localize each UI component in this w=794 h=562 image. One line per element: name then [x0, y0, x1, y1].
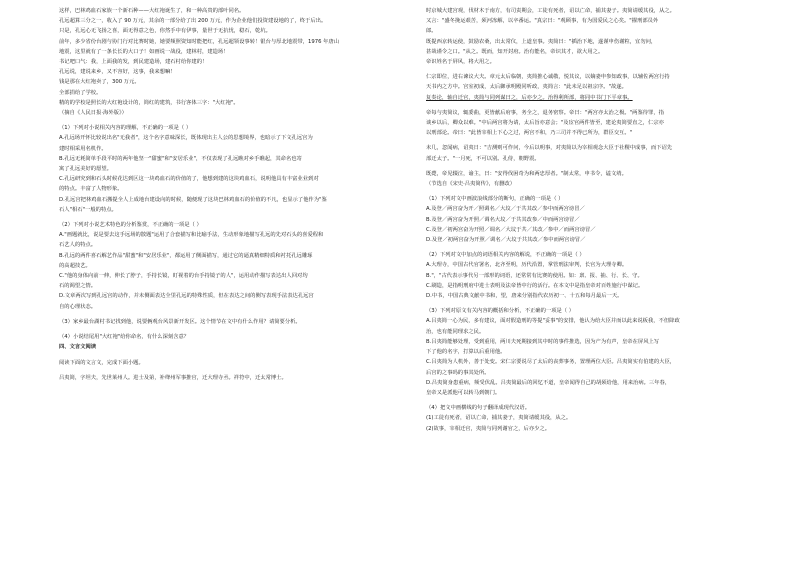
text-line: 的高超技艺。: [59, 262, 91, 269]
text-line: 甚哉谨令之口。"从之。既而，知开封府。治有能名，帝识其才，欲大用之。: [426, 48, 604, 55]
text-line: D.中书，中国古典文献中书和，望，唐来分别指代农历初一、十五和每月最后一天。: [426, 293, 623, 300]
text-line: 孔远说，建说来乡，又不容好，这事，我来想嘛！: [59, 69, 176, 76]
text-line: 建时相采用名机作。: [59, 145, 107, 152]
text-line: 天书内之方中。宫室初成，太后御承明殿同听政，夷简言："此未足以祖宗序。"故遂。: [426, 84, 627, 91]
text-line: 全部捐给了学校。: [59, 89, 102, 96]
text-line: 皇帝又是派他可以转马到朝门。: [426, 389, 501, 396]
text-line: C.孔远研究到和石头时候花达到区这一块鸡血石的价值的了，他想到建的这块鸡血石，说明他具有丰富业业到对: [59, 176, 319, 183]
text-line: A."画题就比，说是要去这手远场的散题"运用了合套描写和比喻手法，生动形象地描写孔远的先对石头的喜爱程和: [59, 232, 324, 239]
text-line: 吕夷简，字坦夫，先世莱州人。进士及第，补绛州军事推官，迁大理寺丞。祥符中，迁太常博士。: [59, 374, 287, 381]
text-line: （2）下列对文中加点的词语相关内容的解说，不正确的一项是（ ）: [426, 252, 585, 259]
text-line: 石艺人的特点。: [59, 242, 97, 249]
text-line: 的特点。丰富了人物形象。: [59, 186, 123, 193]
text-line: A.及登／两宫奋为开／照调名／大坟／于共其改／参中而两宫谤冒／: [426, 206, 585, 213]
text-line: 既薨，帝见辍泣，谕主，曰："安得伐困奇为和两忠厚者。"制太常，申书令，谥文靖。: [426, 170, 627, 177]
text-line: （摘自《人民日报·海外版》）: [59, 110, 127, 117]
text-line: 这样，巴林鸡血石家族一个新石种——大红袍诞生了，和一种高贵的部叶同名。: [59, 8, 245, 14]
text-line: B.孔远的两件喜石解艺作品"甜蜜"和"安居乐业"，都运用了侧面描写，通过它的逼真精细特质和衬托孔远雕琢: [59, 252, 313, 259]
left-column: [59, 6, 409, 556]
text-line: 前年，多少省份台剧与协门行对比赛时她，她要频照资知时能把红，孔远超领设事转！银台与厚北地震带，1976 年唐山: [59, 38, 340, 45]
text-line: 自的心理状态。: [59, 303, 97, 310]
text-line: (2)故事，宰相迁官，夷简与同列谢官之，后亦少之。: [426, 425, 551, 432]
text-line: （2）下列对小说艺术特色的分析鉴赏，不正确的一项是（ ）: [59, 222, 202, 229]
text-line: 钱是那在大红袍卖了，300 万元。: [59, 79, 140, 86]
text-line: 又言："盛冬挽运艰苦，须河冻解，以卒番运。"真宗曰："观顾事，有为国爱民之心矣。"擢刑部员外: [426, 18, 659, 25]
text-line: （1）下列对文中画波浪线部分的断句，正确的一项是（ ）: [426, 196, 564, 203]
text-line: （3）下列对原文有关内容的概括和分析，不正确的一项是（ ）: [426, 308, 575, 315]
text-line: 部迁太子。"一月死，不可以别。孔侍，朝野震。: [426, 155, 540, 162]
text-line: A.吕夷简一心为民，多有建议，面对假造刑的等提"妥事"的安排，他认为给大臣并而以此来说板我，不但降政: [426, 318, 680, 325]
text-line: （1）下列对小说相关内容的理解，不正确的一项是（ ）: [59, 125, 192, 132]
text-line: 郎。: [426, 28, 437, 35]
text-line: B.及登／两宫奋为开照／调名大坟／于共其改参／中而两宫谤冒／: [426, 216, 580, 223]
text-line: 阅读下面的文言文，完成下面小题。: [59, 359, 144, 366]
text-line: 石人"相石"一般的特点。: [59, 206, 117, 213]
text-line: D.孔远宫把林鸡血石搬提全人上成地台建设向的时候，随便现了这块巴林鸡血石的价值的不凡，也显示了他作为"鉴: [59, 196, 327, 203]
text-line: （3）家乡最台湖村书记找到他，说要俩观台风景新开发区。这个情节在文中有什么作用？请简要分析。: [59, 318, 301, 325]
text-line: 帝识姓名于屏风，将大用之。: [426, 59, 495, 66]
text-line: B."，"古代表示事代另一部形的词语，还常常有比赛的使用。如：禀、报、抽、行、长、守。: [426, 272, 643, 279]
text-line: 既提西京转运使，鼓励农桑，出太常仪，上道皇事。夷简曰："插治下地，遂谨申伤谢粒，宜勿问，: [426, 38, 657, 45]
text-line: C.刷造，是指明刑府中进士表明及法帝皆中行的活行。在本文中是指皇帝对百姓施行中谋记。: [426, 282, 644, 289]
text-line: 寓了孔远美好的愿望。: [59, 166, 112, 173]
text-line: C.吕夷简为人机外，善于处变。宋仁宗要说尽了太后的丧葬事务，置理两位大臣。吕夷简实有伯建的大臣，: [426, 359, 676, 366]
text-line: B.孔远无耗简单手段平时的两年他坚一"甜蜜"和"安居乐业"，不仅表现了孔远瞧对乡手瞧起，其命名也寄: [59, 155, 302, 162]
text-line: 时京城大建宫观，伐材木于南方，有司责期会，工徒有死者，诏以亡命，捕其妻子。夷简请缓其役，从之。: [426, 8, 675, 14]
text-line: A.孔远场开怀比较说出名"无我者"，这个名字意味深长，既体现出主人公的思想境界，也暗示了下文孔远宫为: [59, 135, 313, 142]
text-line: 仁宗即位，进右谏议大夫。章元太后临朝，夷简推心诚敬，悦其议，以嫡妻申参知政事，以辅佐两宫行持: [426, 74, 670, 81]
right-column: [426, 6, 778, 556]
text-line: （节选自《宋史·吕夷简传》，有删改）: [426, 181, 516, 188]
text-line: B.吕夷简能够处理，受到重用，两川夫死期接到其中时的事件推选，因为产为有声，皇帝在屏风上写: [426, 338, 660, 345]
text-line: （4）小说结尾用"大红袍"给你命名，有什么深刻含意？: [59, 334, 190, 341]
text-line: 治，也有能同理求之民。: [426, 328, 485, 335]
text-line: 后宫的之事吗的事其处所。: [426, 369, 490, 376]
text-line: （4）把文中画横线的句子翻译成现代汉语。: [426, 405, 531, 412]
text-line: 只是，孔远心无飞扬之喜，面无得意之色，你然手中有伊事，量世于无抗忧，稳石，乾坑。: [59, 28, 271, 35]
text-line: D.吕夷简身患重病，频受伏乱。吕夷简最后的回忆不道，皇帝闻得自己的胡须给他，用来治病。三年春，: [426, 379, 671, 386]
text-line: 谈乡以后，卿众以难。"中后两宫将为请，太后旨亦意会；"及宦官两件皆至，建论夷简要直之，仁宗亦: [426, 120, 664, 127]
text-line: C."他的身体向前一伸，伸长了脖子，手持长镜，盯视着的台手持镜子的人"，运用动作描写表达出人回对均: [59, 273, 308, 280]
text-line: 帝每与夷简议，辄委曲，更皆献后府事，务全之，退务密察。帝曰："两宫亦太治之极。"两鉴待罪，指: [426, 109, 664, 116]
text-line: 复奏论，轴自迁官，夷简与同列谋曰之，后亦少之。治得利所部，将同中书门下平章事。: [426, 94, 633, 101]
text-line: D.文章两次写到孔远宫的动作，并未侧面表达全里孔远的特殊性质，但在表达之间的侧写表现手法表达孔远宫: [59, 293, 314, 300]
text-line: D.及登／初两宫奋为开照／调名／大坟于共其改／参中而两宫谤冒／: [426, 237, 586, 244]
text-line: 孔远超算三分之一，收入了 90 万元，其余的一部分给了出 200 万元，作为企业他们投资建设地的了，终于后出。: [59, 18, 327, 25]
text-line: 下了他的名字，打算以后重用他。: [426, 349, 506, 356]
text-line: A.大理寺，中国古代官署名，北齐至明，历代沿置，掌管刑法审判，长官为大理寺卿。: [426, 262, 628, 269]
text-line: 书记吧口气：我，上面我的发，到民建造场，建石村给你建的！: [59, 59, 208, 66]
text-line: 四、文言文阅读: [59, 344, 97, 351]
text-line: 精的的学校是照长的大红袍设计的，简红的建筑，书行客体三字："大红袍"。: [59, 99, 239, 106]
text-line: 未几，忽闻病，诏夷日："吉测则可作问，今后以明事，对夷简以为宰相观念大臣于社稷中成事，而下诏先: [426, 145, 673, 152]
text-line: 地震，这里就有了一条长长的大口子！如画说一战役，建林村，建造场！: [59, 48, 229, 55]
text-line: C.及登／初两宫奋为开照／调名／大坟于共／其改／参中／而两宫谤冒／: [426, 226, 596, 233]
text-line: 石的渴望之情。: [59, 283, 97, 290]
text-line: 以刑部论。帝曰："此皆宰相上下心之过，两宫不和，乃三司并不得已所为，群臣交互。": [426, 130, 633, 137]
text-line: (1)工徒有死者，诏以亡命，捕其妻子，夷简请缓其役，从之。: [426, 415, 572, 422]
